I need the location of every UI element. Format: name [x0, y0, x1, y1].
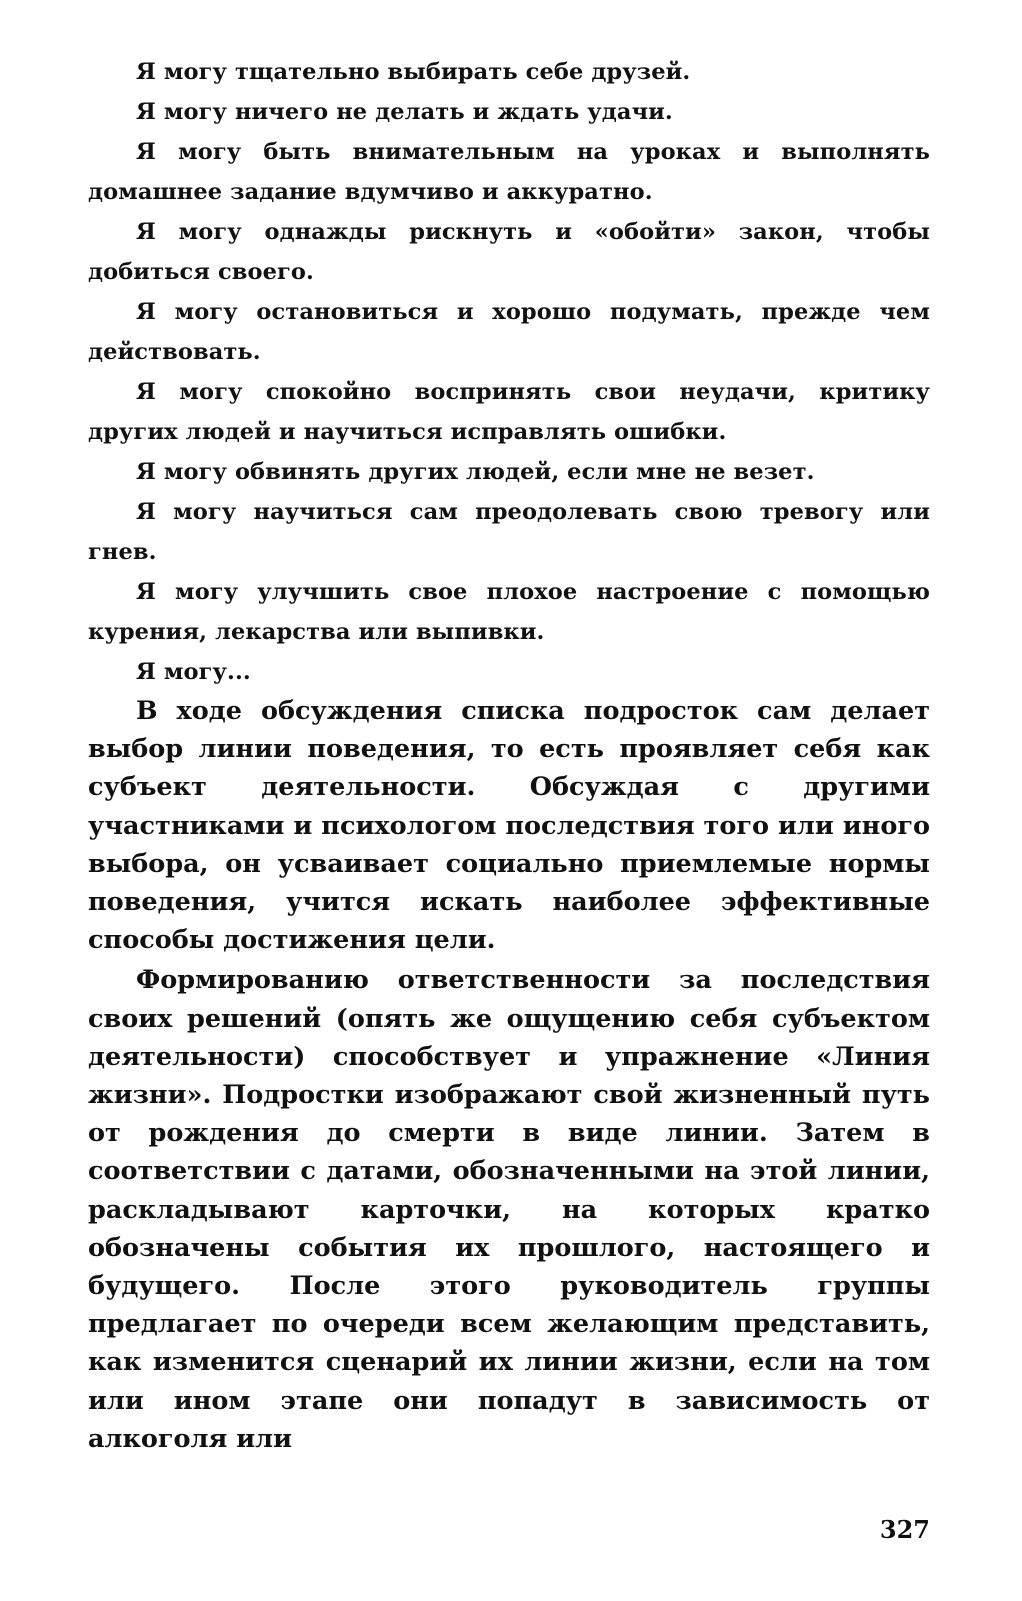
paragraph: Формированию ответственности за последствия своих решений (опять же ощущению себя субъектом деятельности) способствует и упражнение «Линия жизни». Подростки изображают свой жизненный путь от рождения до смерти в виде линии. Затем в соответствии с датами, обозначенными на этой линии, раскладывают карточки, на которых кратко обозначены события их прошлого, настоящего и будущего. После этого руководитель группы предлагает по очереди всем желающим представить, как изменится сценарий их линии жизни, если на том или ином этапе они попадут в зависимость от алкоголя или	[88, 965, 930, 1454]
page-number: 327	[879, 1515, 930, 1544]
body-text	[88, 692, 930, 1458]
statement-list	[88, 52, 930, 692]
list-item: Я могу тщательно выбирать себе друзей.	[136, 59, 691, 85]
list-item: Я могу спокойно воспринять свои неудачи, критику других людей и научиться исправлять ошибки.	[88, 379, 930, 445]
list-item: Я могу однажды рискнуть и «обойти» закон, чтобы добиться своего.	[88, 219, 930, 285]
list-item: Я могу ничего не делать и ждать удачи.	[136, 99, 673, 125]
list-item: Я могу...	[136, 659, 251, 685]
paragraph: В ходе обсуждения списка подросток сам делает выбор линии поведения, то есть проявляет себя как субъект деятельности. Обсуждая с другими участниками и психологом последствия того или иного выбора, он усваивает социально приемлемые нормы поведения, учится искать наиболее эффективные способы достижения цели.	[88, 696, 930, 956]
list-item: Я могу улучшить свое плохое настроение с помощью курения, лекарства или выпивки.	[88, 579, 930, 645]
list-item: Я могу остановиться и хорошо подумать, прежде чем действовать.	[88, 299, 930, 365]
list-item: Я могу быть внимательным на уроках и выполнять домашнее задание вдумчиво и аккуратно.	[88, 139, 930, 205]
list-item: Я могу научиться сам преодолевать свою тревогу или гнев.	[88, 499, 930, 565]
book-page	[88, 52, 930, 1460]
list-item: Я могу обвинять других людей, если мне не везет.	[136, 459, 815, 485]
